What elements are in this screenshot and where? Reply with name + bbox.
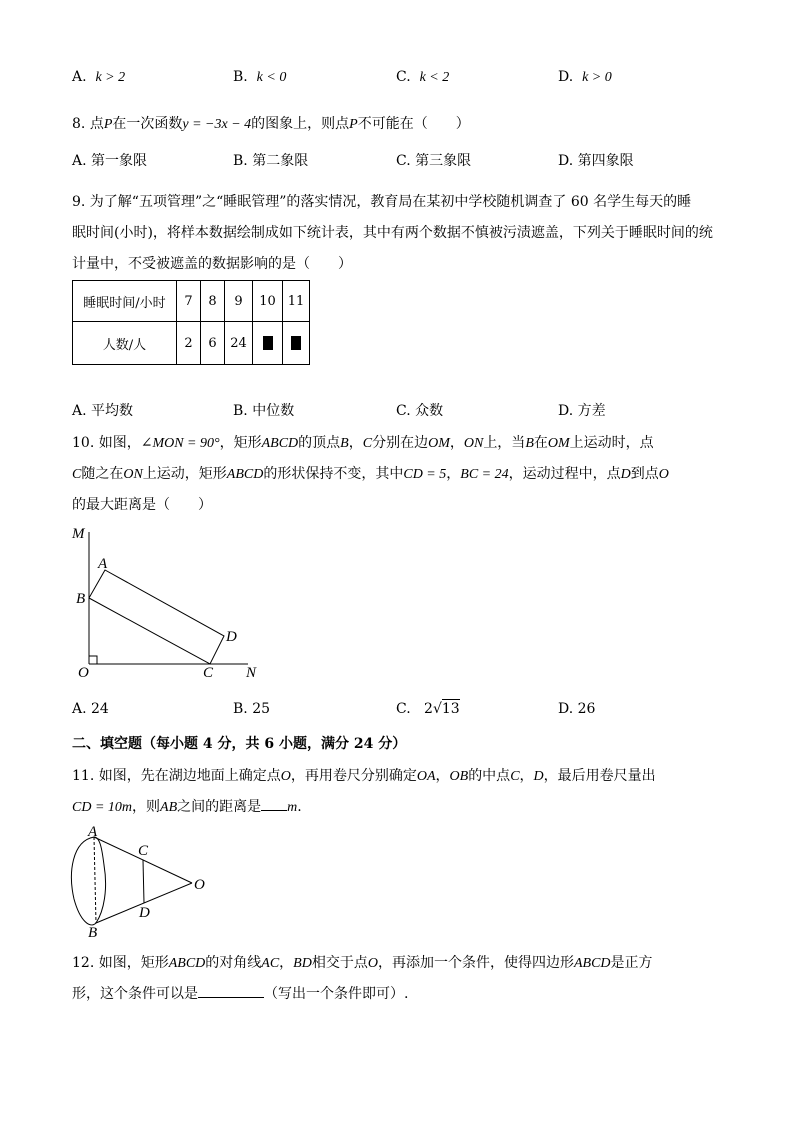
sqrt-icon: √ [432, 701, 442, 717]
right-angle-mark [89, 656, 97, 664]
q11-line2: CD = 10m，则AB之间的距离是 m. [72, 799, 302, 815]
table-cell: 24 [225, 322, 253, 365]
label-a: A [88, 824, 98, 840]
q7-option-c: C. k < 2 [396, 69, 450, 85]
label-d: D [226, 629, 237, 645]
label-o: O [194, 877, 205, 893]
q11-line1: 11. 如图，先在湖边地面上确定点O，再用卷尺分别确定OA，OB的中点C，D，最后用卷尺量出 [72, 768, 656, 784]
table-cell-obscured [283, 322, 310, 365]
q9-option-d: D. 方差 [558, 403, 606, 419]
q10-option-c: C. 2√13 [396, 701, 460, 717]
label-a: A [98, 556, 108, 572]
table-cell: 11 [283, 281, 310, 322]
label-c: C [203, 665, 214, 681]
table-cell: 9 [225, 281, 253, 322]
q9-option-a: A. 平均数 [72, 403, 134, 419]
q10-option-a: A. 24 [72, 701, 109, 717]
q12-line1: 12. 如图，矩形ABCD的对角线AC，BD相交于点O，再添加一个条件，使得四边形ABCD是正方 [72, 955, 653, 971]
table-row [73, 322, 310, 365]
q12-line2: 形，这个条件可以是 （写出一个条件即可）. [72, 986, 409, 1002]
table-cell: 8 [201, 281, 225, 322]
q8-option-d: D. 第四象限 [558, 153, 634, 169]
q9-option-b: B. 中位数 [233, 403, 295, 419]
label-o: O [78, 665, 89, 681]
label-n: N [246, 665, 257, 681]
q9-option-c: C. 众数 [396, 403, 444, 419]
q10-line2: C随之在ON上运动，矩形ABCD的形状保持不变，其中CD = 5，BC = 24，运动过程中，点D到点O [72, 466, 669, 482]
q9-line1: 9. 为了解“五项管理”之“睡眠管理”的落实情况，教育局在某初中学校随机调查了 60 名学生每天的睡 [72, 194, 692, 210]
table-cell: 6 [201, 322, 225, 365]
label-m: M [72, 526, 85, 542]
table-cell: 2 [177, 322, 201, 365]
label-b: B [88, 925, 98, 941]
rectangle-abcd [89, 570, 224, 664]
table-header-count: 人数/人 [73, 322, 177, 365]
table-cell-obscured [253, 322, 283, 365]
label-c: C [138, 843, 149, 859]
q10-line1: 10. 如图，∠MON = 90°，矩形ABCD的顶点B，C分别在边OM，ON上，当B在OM上运动时，点 [72, 435, 654, 451]
q8-option-a: A. 第一象限 [72, 153, 148, 169]
answer-blank[interactable] [261, 810, 287, 811]
table-header-hours: 睡眠时间/小时 [73, 281, 177, 322]
q7-option-d: D. k > 0 [558, 69, 612, 85]
q7-option-b: B. k < 0 [233, 69, 287, 85]
q10-option-d: D. 26 [558, 701, 596, 717]
ink-blot [263, 336, 273, 350]
table-cell: 10 [253, 281, 283, 322]
q9-line3: 计量中，不受被遮盖的数据影响的是（ ） [72, 256, 352, 272]
sleep-stat-table [72, 280, 310, 365]
q11-figure [60, 825, 220, 945]
q8-option-b: B. 第二象限 [233, 153, 309, 169]
answer-blank[interactable] [198, 997, 264, 998]
section-title: 二、填空题（每小题 4 分，共 6 小题，满分 24 分） [72, 736, 407, 752]
label-b: B [76, 591, 86, 607]
ink-blot [291, 336, 301, 350]
segment-ab [94, 837, 96, 923]
q8-option-c: C. 第三象限 [396, 153, 472, 169]
q9-line2: 眠时间(小时)，将样本数据绘制成如下统计表，其中有两个数据不慎被污渍遮盖，下列关于睡眠时间的统 [72, 225, 713, 241]
q8-stem: 8. 点P在一次函数y = −3x − 4的图象上，则点P不可能在（ ） [72, 116, 470, 132]
q7-option-a: A. k > 2 [72, 69, 126, 85]
segment-cd [143, 860, 144, 903]
table-row [73, 281, 310, 322]
q10-figure [60, 520, 280, 690]
q10-line3: 的最大距离是（ ） [72, 497, 212, 513]
q10-option-b: B. 25 [233, 701, 271, 717]
label-d: D [139, 905, 150, 921]
table-cell: 7 [177, 281, 201, 322]
lake-outline [71, 837, 105, 925]
